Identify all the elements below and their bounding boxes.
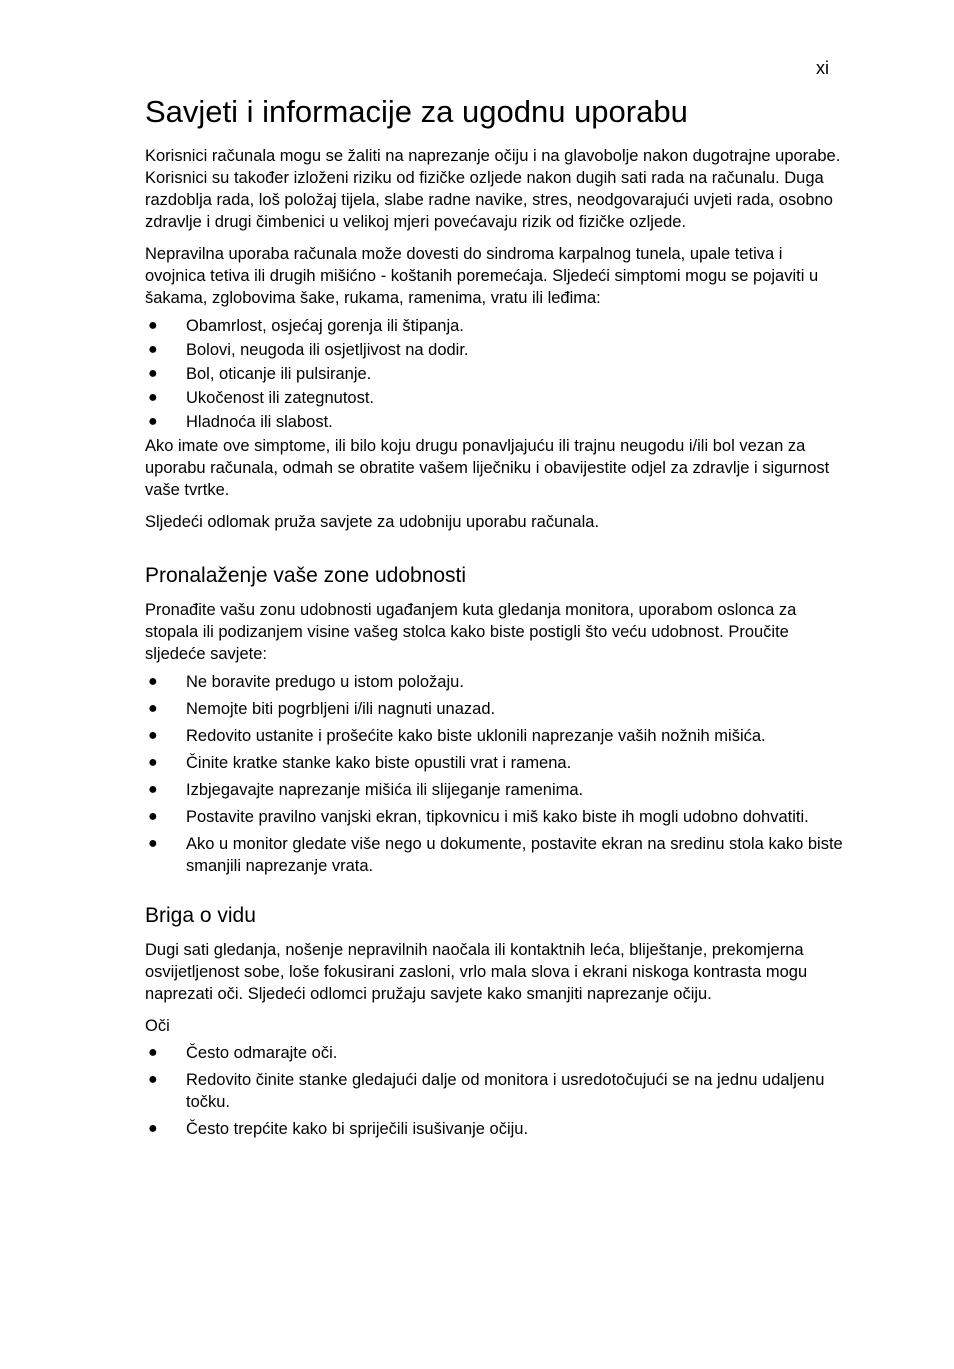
list-item-text: Bol, oticanje ili pulsiranje. [186, 365, 372, 383]
bullet-icon: ● [148, 700, 158, 717]
comfort-paragraph: Pronađite vašu zonu udobnosti ugađanjem kuta gledanja monitora, uporabom oslonca za stopala ili podizanjem visine vašeg stolca kako biste postigli što veću udobnost. Proučite sljedeće savjete: [145, 601, 797, 663]
comfort-tips-list [145, 671, 845, 877]
bullet-icon: ● [148, 673, 158, 690]
list-item [145, 779, 845, 801]
section-heading-vision: Briga o vidu [145, 904, 256, 927]
list-item-text: Činite kratke stanke kako biste opustili vrat i ramena. [186, 754, 572, 772]
intro-paragraph-1: Korisnici računala mogu se žaliti na naprezanje očiju i na glavobolje nakon dugotrajne uporabe. Korisnici su također izloženi riziku od fizičke ozljede nakon dugih sati rada na računalu. Duga razdoblja rada, loš položaj tijela, slabe radne navike, stres, neodgovarajući uvjeti rada, osobno zdravlje i drugi čimbenici u velikoj mjeri povećavaju rizik od fizičke ozljede. [145, 147, 841, 231]
list-item [145, 363, 845, 385]
bullet-icon: ● [148, 389, 158, 406]
list-item-text: Nemojte biti pogrbljeni i/ili nagnuti unazad. [186, 700, 496, 718]
bullet-icon: ● [148, 365, 158, 382]
list-item-text: Često trepćite kako bi spriječili isušivanje očiju. [186, 1120, 529, 1138]
list-item-text: Ne boravite predugo u istom položaju. [186, 673, 464, 691]
list-item [145, 725, 845, 747]
list-item-text: Obamrlost, osjećaj gorenja ili štipanja. [186, 317, 464, 335]
page-title: Savjeti i informacije za ugodnu uporabu [145, 94, 688, 129]
eyes-subheading: Oči [145, 1017, 170, 1035]
list-item-text: Ako u monitor gledate više nego u dokumente, postavite ekran na sredinu stola kako biste smanjili naprezanje vrata. [186, 835, 843, 875]
list-item-text: Redovito činite stanke gledajući dalje od monitora i usredotočujući se na jednu udaljenu točku. [186, 1071, 825, 1111]
list-item [145, 1069, 845, 1113]
list-item [145, 698, 845, 720]
intro-paragraph-4: Sljedeći odlomak pruža savjete za udobniju uporabu računala. [145, 513, 600, 531]
list-item [145, 752, 845, 774]
symptoms-list [145, 315, 845, 433]
bullet-icon: ● [148, 754, 158, 771]
list-item [145, 833, 845, 877]
list-item-text: Redovito ustanite i prošećite kako biste uklonili naprezanje vaših nožnih mišića. [186, 727, 766, 745]
intro-paragraph-3: Ako imate ove simptome, ili bilo koju drugu ponavljajuću ili trajnu neugodu i/ili bol vezan za uporabu računala, odmah se obratite vašem liječniku i obavijestite odjel za zdravlje i sigurnost vaše tvrtke. [145, 437, 830, 499]
document-body [145, 92, 845, 1146]
list-item [145, 387, 845, 409]
list-item-text: Izbjegavajte naprezanje mišića ili slijeganje ramenima. [186, 781, 584, 799]
list-item-text: Često odmarajte oči. [186, 1044, 338, 1062]
list-item-text: Postavite pravilno vanjski ekran, tipkovnicu i miš kako biste ih mogli udobno dohvatiti. [186, 808, 809, 826]
list-item [145, 411, 845, 433]
bullet-icon: ● [148, 781, 158, 798]
section-heading-comfort: Pronalaženje vaše zone udobnosti [145, 564, 467, 587]
bullet-icon: ● [148, 1071, 158, 1088]
bullet-icon: ● [148, 413, 158, 430]
list-item-text: Hladnoća ili slabost. [186, 413, 333, 431]
page-number: xi [816, 58, 829, 78]
list-item [145, 1118, 845, 1140]
list-item [145, 339, 845, 361]
bullet-icon: ● [148, 808, 158, 825]
vision-paragraph: Dugi sati gledanja, nošenje nepravilnih naočala ili kontaktnih leća, bliještanje, prekomjerna osvijetljenost sobe, loše fokusirani zasloni, vrlo mala slova i ekrani niskoga kontrasta mogu naprezati oči. Sljedeći odlomci pružaju savjete kako smanjiti naprezanje očiju. [145, 941, 808, 1003]
list-item [145, 806, 845, 828]
list-item [145, 1042, 845, 1064]
bullet-icon: ● [148, 317, 158, 334]
bullet-icon: ● [148, 727, 158, 744]
bullet-icon: ● [148, 1120, 158, 1137]
bullet-icon: ● [148, 341, 158, 358]
list-item-text: Ukočenost ili zategnutost. [186, 389, 375, 407]
bullet-icon: ● [148, 1044, 158, 1061]
list-item [145, 671, 845, 693]
eyes-tips-list [145, 1042, 845, 1140]
list-item [145, 315, 845, 337]
intro-paragraph-2: Nepravilna uporaba računala može dovesti do sindroma karpalnog tunela, upale tetiva i ovojnica tetiva ili drugih mišićno - koštanih poremećaja. Sljedeći simptomi mogu se pojaviti u šakama, zglobovima šake, rukama, ramenima, vratu ili leđima: [145, 245, 819, 307]
bullet-icon: ● [148, 835, 158, 852]
list-item-text: Bolovi, neugoda ili osjetljivost na dodir. [186, 341, 469, 359]
